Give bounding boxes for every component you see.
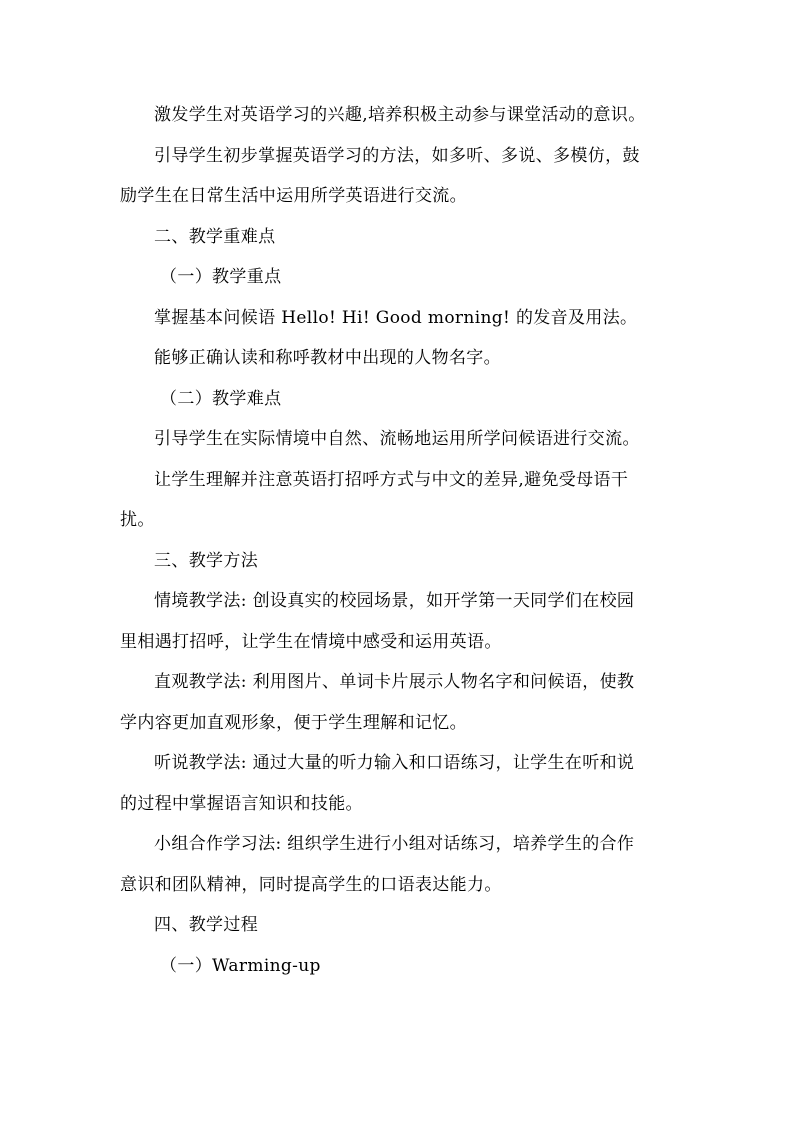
key-point-1: 掌握基本问候语 Hello! Hi! Good morning! 的发音及用法。 [154,307,638,328]
section-heading-teaching-process: 四、教学过程 [154,915,259,935]
method-listening-speaking-line-2: 的过程中掌握语言知识和技能。 [120,793,363,814]
method-group-cooperation-line-1: 小组合作学习法: 组织学生进行小组对话练习，培养学生的合作 [154,834,635,854]
objective-paragraph-2-line-1: 引导学生初步掌握英语学习的方法，如多听、多说、多模仿，鼓 [154,145,640,166]
section-heading-key-difficult-points: 二、教学重难点 [154,226,276,247]
section-heading-teaching-methods: 三、教学方法 [154,550,259,571]
difficult-point-2-line-1: 让学生理解并注意英语打招呼方式与中文的差异,避免受母语干 [154,469,629,490]
difficult-point-2-line-2: 扰。 [120,510,155,530]
subheading-difficult-points: （二）教学难点 [160,388,282,409]
method-listening-speaking-line-1: 听说教学法: 通过大量的听力输入和口语练习，让学生在听和说 [154,753,635,773]
key-point-2: 能够正确认读和称呼教材中出现的人物名字。 [154,348,501,368]
method-visual-line-2: 学内容更加直观形象，便于学生理解和记忆。 [120,712,467,733]
method-situational-line-2: 里相遇打招呼，让学生在情境中感受和运用英语。 [120,631,502,652]
method-visual-line-1: 直观教学法: 利用图片、单词卡片展示人物名字和问候语，使教 [154,672,635,692]
difficult-point-1: 引导学生在实际情境中自然、流畅地运用所学问候语进行交流。 [154,429,640,449]
method-situational-line-1: 情境教学法: 创设真实的校园场景，如开学第一天同学们在校园 [154,591,635,611]
document-body [120,104,680,995]
subheading-warming-up: （一）Warming-up [160,955,321,976]
objective-paragraph-1: 激发学生对英语学习的兴趣,培养积极主动参与课堂活动的意识。 [154,105,646,125]
objective-paragraph-2-line-2: 励学生在日常生活中运用所学英语进行交流。 [120,186,467,206]
method-group-cooperation-line-2: 意识和团队精神，同时提高学生的口语表达能力。 [120,874,502,895]
subheading-key-points: （一）教学重点 [160,267,282,287]
